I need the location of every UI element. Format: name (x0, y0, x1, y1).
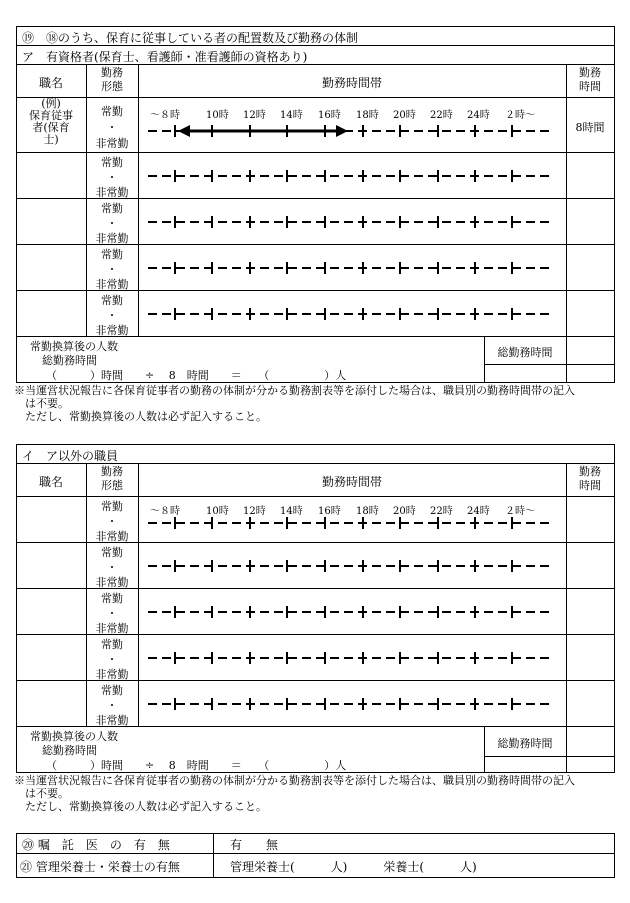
timeline[interactable] (138, 199, 566, 244)
time-label: ２時～ (505, 110, 535, 121)
time-label: 12時 (243, 506, 266, 517)
type-bot: 非常勤 (95, 576, 129, 589)
total-hours-label: 総勤務時間 (42, 744, 97, 757)
type-mid: ・ (106, 607, 118, 620)
type-bot: 非常勤 (95, 668, 129, 681)
type-top: 常勤 (101, 202, 123, 215)
time-label: 22時 (430, 110, 453, 121)
time-label: 14時 (280, 506, 303, 517)
time-label: 18時 (356, 110, 379, 121)
time-label: 24時 (467, 506, 490, 517)
time-label: 16時 (318, 110, 341, 121)
timeline[interactable] (138, 635, 566, 680)
type-bot: 非常勤 (95, 714, 129, 727)
type-mid: ・ (106, 171, 118, 184)
section-21-value[interactable]: 管理栄養士( 人) 栄養士( 人) (230, 860, 477, 874)
timeline[interactable] (138, 291, 566, 336)
type-top: 常勤 (101, 500, 123, 513)
timeline[interactable] (138, 681, 566, 726)
header-band: 勤務時間帯 (321, 475, 382, 489)
example-timeline (138, 98, 566, 152)
type-top: 常勤 (101, 546, 123, 559)
note-line: は不要。 (14, 397, 69, 410)
type-top: 常勤 (101, 684, 123, 697)
time-label: 10時 (206, 110, 229, 121)
time-label: 22時 (430, 506, 453, 517)
example-type-top: 常勤 (101, 105, 123, 118)
note-line: は不要。 (14, 787, 69, 800)
type-mid: ・ (106, 309, 118, 322)
time-label: ～８時 (150, 110, 180, 121)
time-label: 12時 (243, 110, 266, 121)
timeline[interactable] (138, 543, 566, 588)
fte-formula[interactable]: （ ）時間 ÷ 8 時間 ＝ （ ）人 (46, 369, 347, 382)
type-mid: ・ (106, 699, 118, 712)
section-19-subheading: ア 有資格者(保育士、看護師・准看護師の資格あり) (22, 50, 308, 64)
example-hours: 8時間 (575, 121, 605, 134)
time-label: 16時 (318, 506, 341, 517)
time-label: ２時～ (505, 506, 535, 517)
type-top: 常勤 (101, 638, 123, 651)
time-label: 18時 (356, 506, 379, 517)
time-label: 24時 (467, 110, 490, 121)
section-20-label: ⑳ 嘱 託 医 の 有 無 (22, 838, 170, 852)
header-hours: 勤務 時間 (579, 465, 601, 492)
type-mid: ・ (106, 653, 118, 666)
type-bot: 非常勤 (95, 186, 129, 199)
type-mid: ・ (106, 515, 118, 528)
example-type-bot: 非常勤 (95, 137, 129, 150)
example-name: (例) 保育従事 者(保育 士) (29, 97, 73, 146)
type-bot: 非常勤 (95, 530, 129, 543)
timeline[interactable] (138, 153, 566, 198)
time-label: 10時 (206, 506, 229, 517)
type-bot: 非常勤 (95, 622, 129, 635)
header-band: 勤務時間帯 (321, 76, 382, 90)
type-top: 常勤 (101, 156, 123, 169)
time-label: ～８時 (150, 506, 180, 517)
time-label: 14時 (280, 110, 303, 121)
header-position: 職名 (38, 76, 63, 90)
timeline[interactable] (138, 503, 566, 542)
type-top: 常勤 (101, 592, 123, 605)
total-hours-label: 総勤務時間 (42, 354, 97, 367)
header-position: 職名 (38, 475, 63, 489)
fte-formula[interactable]: （ ）時間 ÷ 8 時間 ＝ （ ）人 (46, 759, 347, 772)
type-bot: 非常勤 (95, 232, 129, 245)
fte-label: 常勤換算後の人数 (30, 340, 118, 353)
section-b-subheading: イ ア以外の職員 (22, 449, 119, 463)
note-line: ※当運営状況報告に各保育従事者の勤務の体制が分かる勤務割表等を添付した場合は、職員別の勤務時間帯の記入 (14, 774, 575, 787)
section-20-value[interactable]: 有 無 (230, 838, 279, 852)
example-type-mid: ・ (106, 121, 118, 134)
timeline[interactable] (138, 589, 566, 634)
note-line: ただし、常勤換算後の人数は必ず記入すること。 (14, 800, 267, 813)
note-line: ただし、常勤換算後の人数は必ず記入すること。 (14, 410, 267, 423)
section-21-label: ㉑ 管理栄養士・栄養士の有無 (20, 860, 180, 874)
total-hours-box-label: 総勤務時間 (497, 737, 553, 750)
type-bot: 非常勤 (95, 278, 129, 291)
header-type: 勤務 形態 (101, 66, 123, 93)
total-hours-box-label: 総勤務時間 (497, 346, 553, 359)
timeline[interactable] (138, 245, 566, 290)
section-19-heading: ⑲ ⑱のうち、保育に従事している者の配置数及び勤務の体制 (22, 31, 359, 45)
type-mid: ・ (106, 561, 118, 574)
type-top: 常勤 (101, 248, 123, 261)
time-label: 20時 (393, 506, 416, 517)
time-label: 20時 (393, 110, 416, 121)
fte-label: 常勤換算後の人数 (30, 730, 118, 743)
type-mid: ・ (106, 263, 118, 276)
type-mid: ・ (106, 217, 118, 230)
header-hours: 勤務 時間 (579, 66, 601, 93)
type-top: 常勤 (101, 294, 123, 307)
note-line: ※当運営状況報告に各保育従事者の勤務の体制が分かる勤務割表等を添付した場合は、職員別の勤務時間帯の記入 (14, 384, 575, 397)
type-bot: 非常勤 (95, 324, 129, 337)
header-type: 勤務 形態 (101, 465, 123, 492)
